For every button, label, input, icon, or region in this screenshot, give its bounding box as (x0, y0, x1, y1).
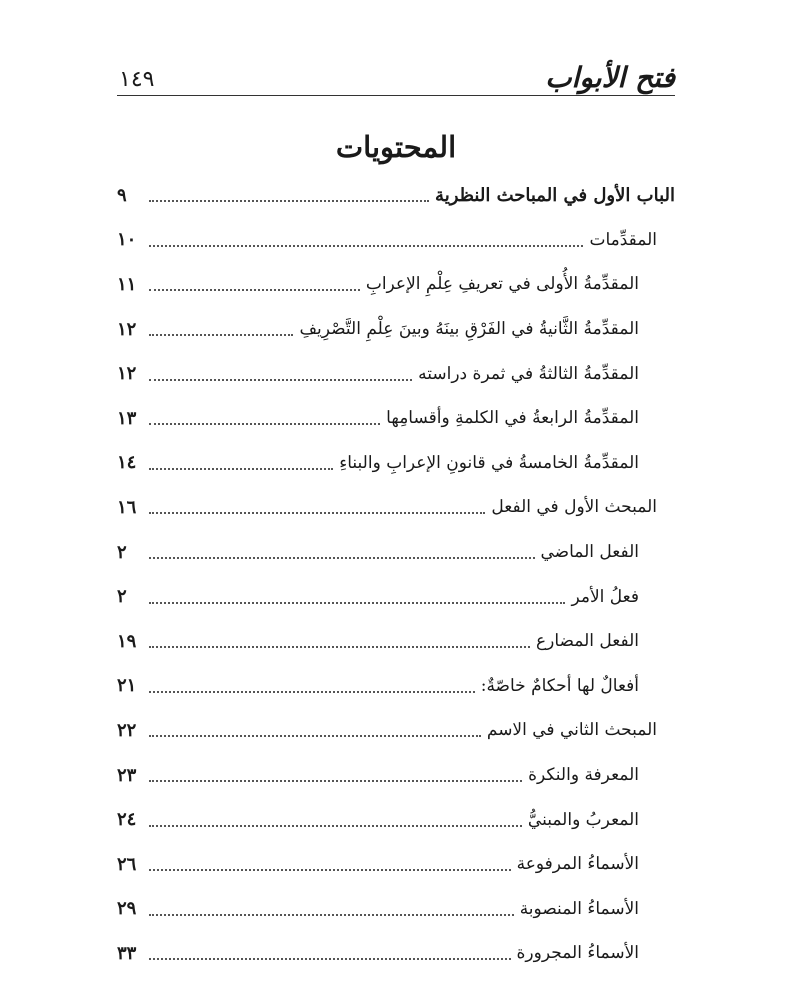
toc-entry-page-number: ٢٩ (117, 898, 137, 920)
toc-entry-title: المقدِّمةُ الثالثةُ في ثمرة دراسته (418, 363, 639, 384)
toc-entry[interactable] (117, 842, 675, 887)
toc-entry-page-number: ١٢ (117, 318, 137, 340)
dot-leader (149, 200, 429, 202)
toc-entry-page-number: ٣٣ (117, 942, 137, 964)
toc-entry[interactable] (117, 485, 675, 530)
toc-entry[interactable] (117, 530, 675, 575)
toc-entry-page-number: ١٤ (117, 452, 137, 474)
toc-entry-page-number: ٩ (117, 184, 127, 206)
toc-entry-title: المقدِّمةُ الأُولى في تعريفِ عِلْمِ الإعرابِ (365, 274, 639, 295)
toc-entry[interactable] (117, 441, 675, 486)
dot-leader (149, 646, 530, 648)
toc-entry[interactable] (117, 262, 675, 307)
toc-entry-title: المقدِّمةُ الثَّانيةُ في الفَرْقِ بينَهُ وبينَ عِلْمِ التَّصْرِيفِ (299, 319, 639, 340)
toc-entry-page-number: ١٦ (117, 496, 137, 518)
dot-leader (149, 780, 522, 782)
toc-entry-page-number: ٢٣ (117, 764, 137, 786)
toc-entry-page-number: ١١ (117, 273, 137, 295)
toc-entry-title: الأسماءُ المنصوبة (519, 898, 639, 919)
dot-leader (149, 245, 583, 247)
dot-leader (149, 468, 333, 470)
book-title-logo: فتح الأبواب (545, 61, 675, 94)
dot-leader (149, 735, 481, 737)
toc-entry-title: الأسماءُ المرفوعة (516, 854, 639, 875)
toc-entry-page-number: ٢١ (117, 675, 137, 697)
toc-entry-title: المعرفة والنكرة (528, 765, 639, 786)
toc-entry-title: الفعل المضارع (536, 631, 639, 652)
page-number: ١٤٩ (119, 67, 155, 92)
toc-entry[interactable] (117, 173, 675, 218)
toc-entry-title: المقدِّمةُ الخامسةُ في قانونِ الإعرابِ والبناءِ (339, 452, 639, 473)
toc-entry[interactable] (117, 351, 675, 396)
toc-entry[interactable] (117, 218, 675, 263)
dot-leader (149, 557, 535, 559)
dot-leader (149, 914, 514, 916)
header-divider (117, 95, 675, 96)
toc-entry-page-number: ١٠ (117, 229, 137, 251)
toc-entry-title: المبحث الأول في الفعل (491, 497, 657, 518)
dot-leader (149, 958, 511, 960)
toc-entry-page-number: ٢٤ (117, 809, 137, 831)
toc-entry-title: المبحث الثاني في الاسم (486, 720, 657, 741)
page-header (117, 58, 675, 92)
table-of-contents (117, 173, 675, 976)
toc-entry-page-number: ٢ (117, 586, 127, 608)
toc-entry-title: المقدِّمةُ الرابعةُ في الكلمةِ وأقسامِها (386, 408, 639, 429)
toc-entry-page-number: ٢٢ (117, 719, 137, 741)
toc-entry-page-number: ٢ (117, 541, 127, 563)
dot-leader (149, 691, 475, 693)
dot-leader (149, 379, 412, 381)
toc-entry-page-number: ١٣ (117, 407, 137, 429)
toc-entry-title: المقدِّمات (589, 229, 657, 250)
toc-entry[interactable] (117, 931, 675, 976)
toc-entry[interactable] (117, 574, 675, 619)
toc-entry-title: فعلُ الأمر (571, 586, 639, 607)
toc-entry[interactable] (117, 887, 675, 932)
toc-entry-page-number: ١٢ (117, 363, 137, 385)
page-title: المحتويات (335, 130, 457, 164)
dot-leader (149, 334, 293, 336)
dot-leader (149, 423, 380, 425)
toc-entry[interactable] (117, 708, 675, 753)
toc-entry[interactable] (117, 307, 675, 352)
toc-entry-page-number: ٢٦ (117, 853, 137, 875)
toc-entry[interactable] (117, 797, 675, 842)
toc-entry[interactable] (117, 753, 675, 798)
toc-entry-title: الباب الأول في المباحث النظرية (435, 184, 675, 206)
toc-entry-title: الأسماءُ المجرورة (516, 943, 639, 964)
dot-leader (149, 289, 360, 291)
toc-entry-page-number: ١٩ (117, 630, 137, 652)
dot-leader (149, 869, 511, 871)
toc-entry-title: أفعالٌ لها أحكامٌ خاصّةٌ: (480, 675, 639, 696)
toc-entry[interactable] (117, 664, 675, 709)
toc-entry-title: الفعل الماضي (540, 542, 639, 563)
dot-leader (149, 825, 522, 827)
toc-entry[interactable] (117, 396, 675, 441)
dot-leader (149, 512, 485, 514)
toc-entry[interactable] (117, 619, 675, 664)
dot-leader (149, 602, 565, 604)
toc-entry-title: المعربُ والمبنيُّ (527, 809, 639, 830)
